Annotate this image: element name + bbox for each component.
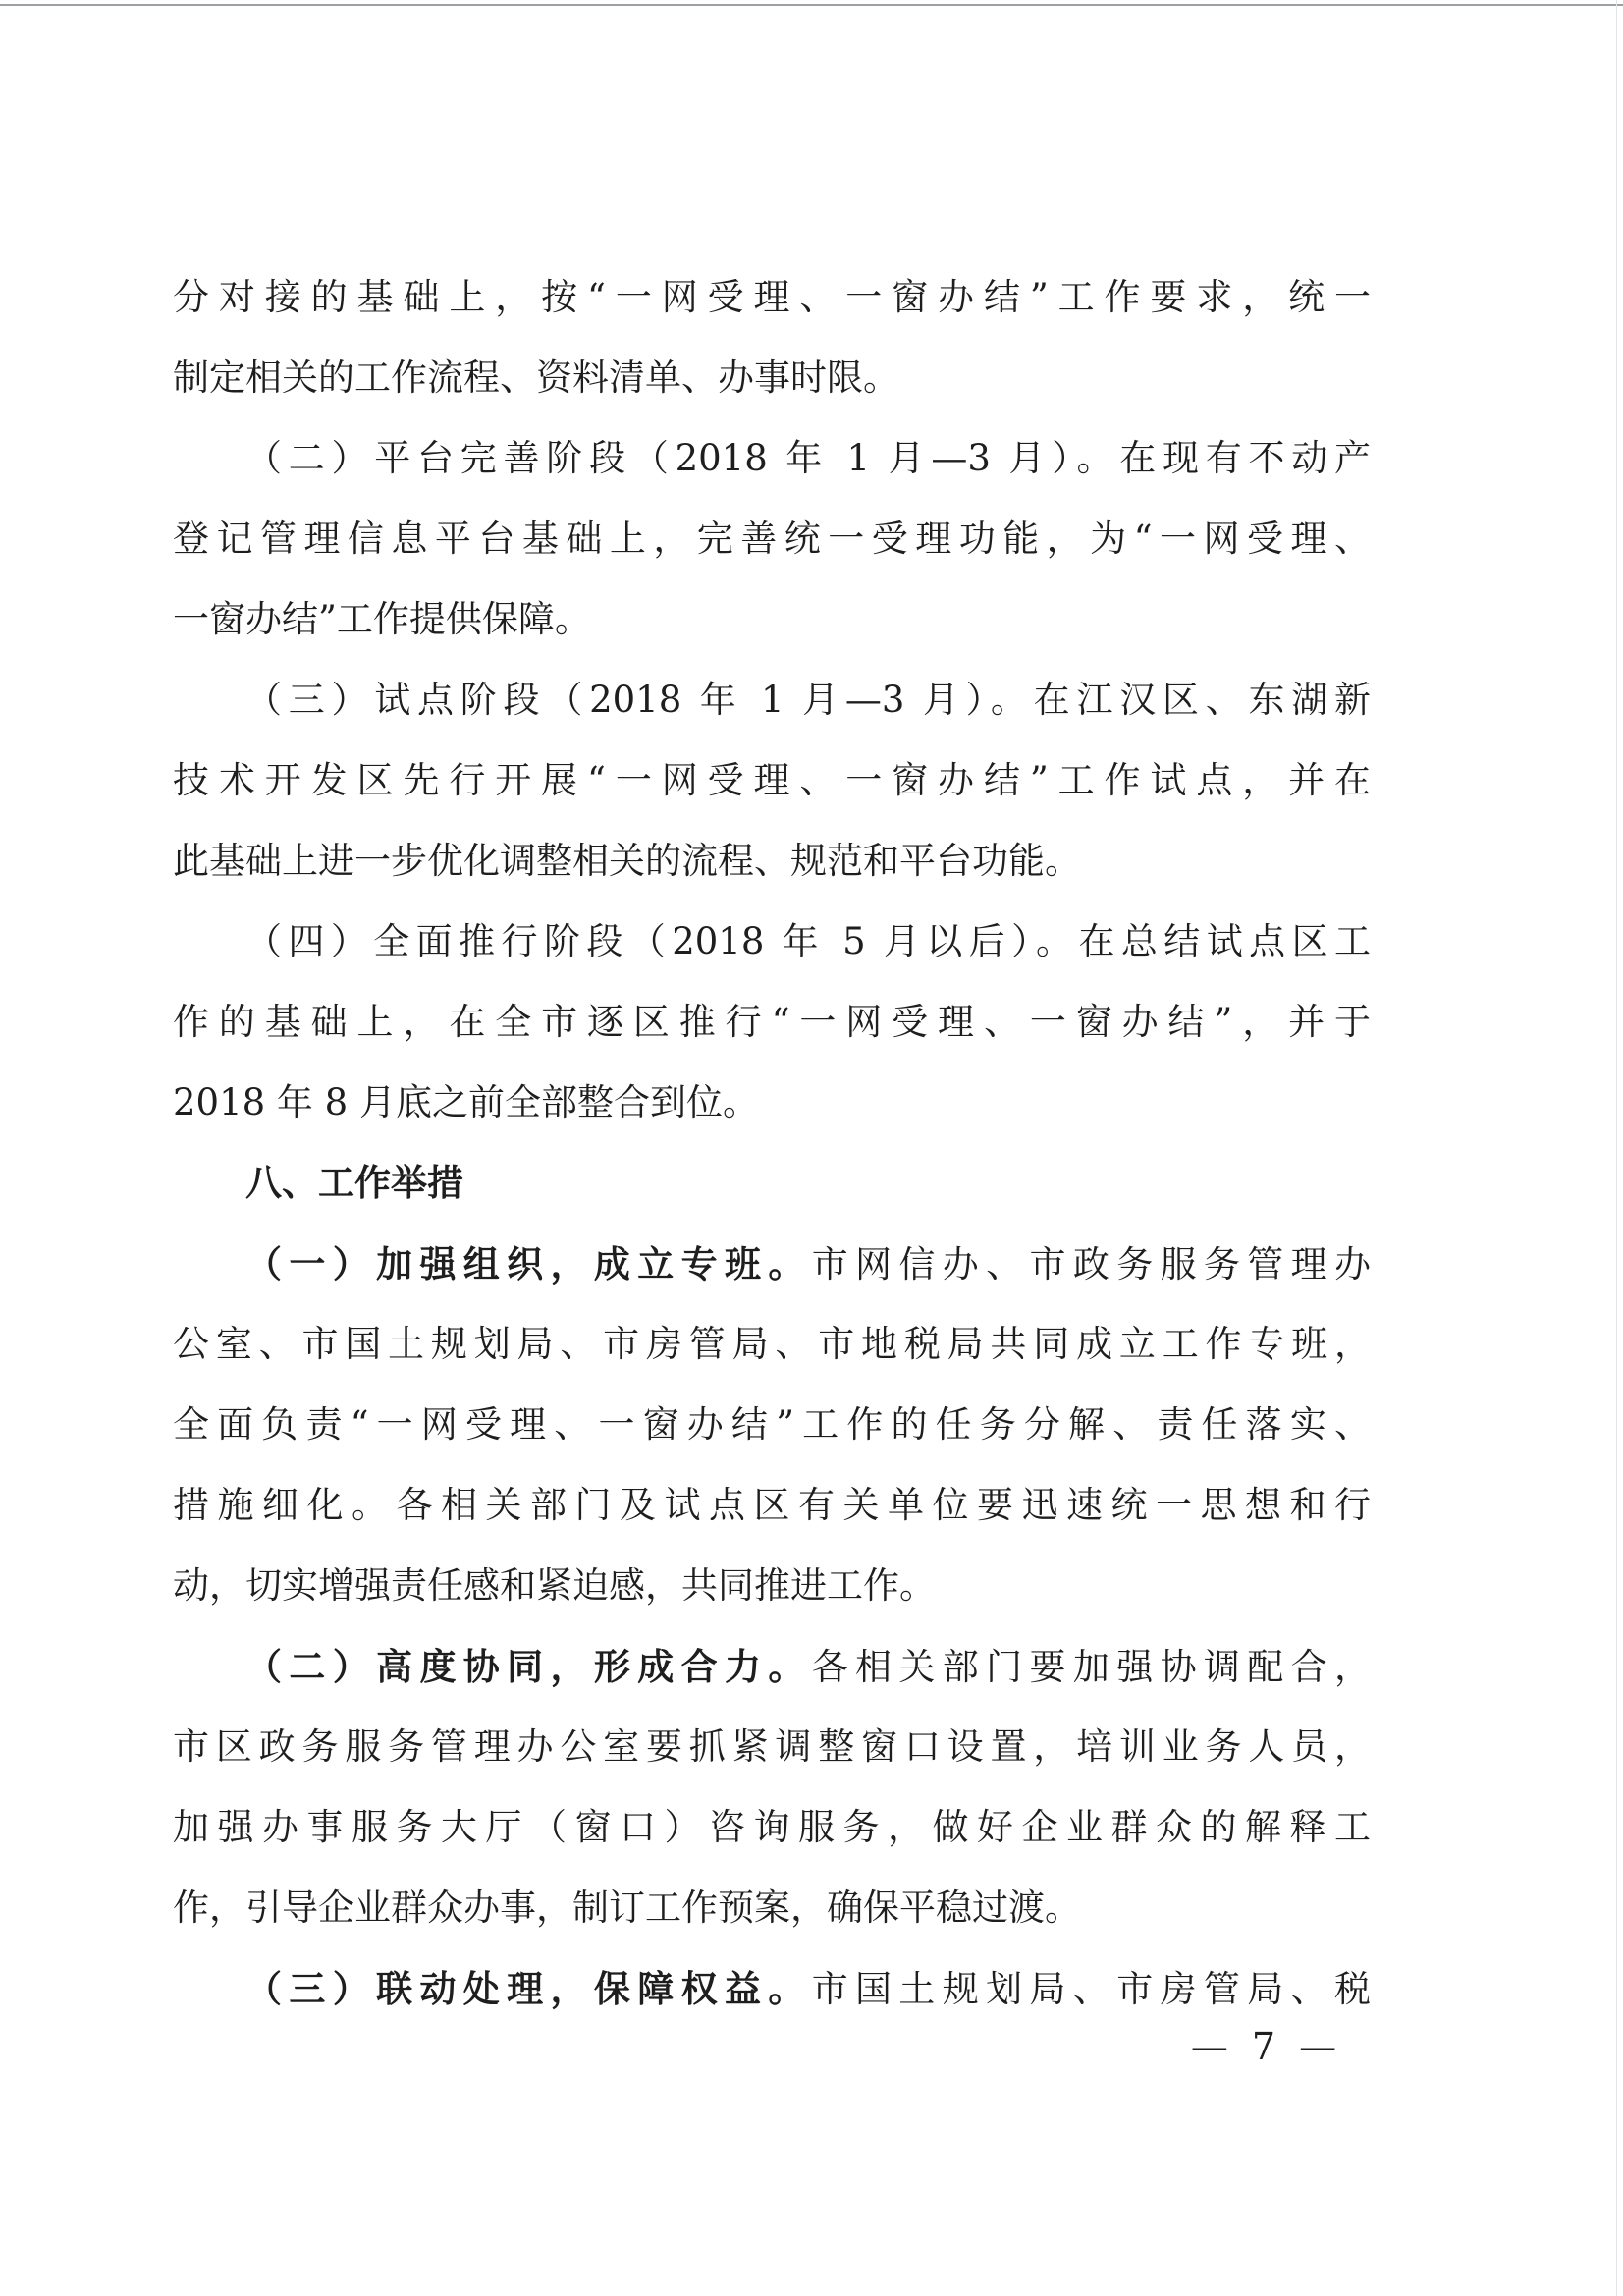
text-line: 一窗办结”工作提供保障。 bbox=[173, 598, 591, 640]
subheading-line bbox=[173, 418, 1371, 499]
text-run: （2018 年 1 月—3 月）。在现有不动产 bbox=[631, 437, 1371, 479]
text-line: 作的基础上，在全市逐区推行“一网受理、一窗办结”，并于 bbox=[173, 1001, 1371, 1043]
text-line: 制定相关的工作流程、资料清单、办事时限。 bbox=[173, 356, 899, 399]
text-line: 全面负责“一网受理、一窗办结”工作的任务分解、责任落实、 bbox=[173, 1403, 1371, 1446]
subheading-line bbox=[173, 902, 1371, 982]
text-line: 加强办事服务大厅（窗口）咨询服务，做好企业群众的解释工 bbox=[173, 1806, 1371, 1848]
subheading-measure: （三）联动处理，保障权益。 bbox=[245, 1967, 812, 2010]
subheading-measure: （一）加强组织，成立专班。 bbox=[245, 1242, 812, 1285]
text-line: 作，引导企业群众办事，制订工作预案，确保平稳过渡。 bbox=[173, 1886, 1081, 1929]
subheading-line bbox=[173, 660, 1371, 740]
subheading-line bbox=[173, 1948, 1371, 2029]
document-body bbox=[173, 257, 1371, 2029]
subheading-stage: （四）全面推行阶段 bbox=[245, 920, 629, 962]
text-line: 市区政务服务管理办公室要抓紧调整窗口设置，培训业务人员， bbox=[173, 1725, 1371, 1768]
subheading-measure: （二）高度协同，形成合力。 bbox=[245, 1645, 812, 1688]
scan-right-edge bbox=[1616, 0, 1617, 2296]
page-number: — 7 — bbox=[1190, 2025, 1343, 2068]
text-line: 措施细化。各相关部门及试点区有关单位要迅速统一思想和行 bbox=[173, 1484, 1371, 1526]
text-run: （2018 年 5 月以后）。在总结试点区工 bbox=[628, 920, 1371, 962]
subheading-stage: （三）试点阶段 bbox=[245, 679, 547, 721]
text-line: 分对接的基础上，按“一网受理、一窗办结”工作要求，统一 bbox=[173, 276, 1371, 318]
section-heading: 八、工作举措 bbox=[245, 1162, 463, 1204]
text-line: 此基础上进一步优化调整相关的流程、规范和平台功能。 bbox=[173, 840, 1081, 882]
subheading-line bbox=[173, 1626, 1371, 1707]
text-line: 技术开发区先行开展“一网受理、一窗办结”工作试点，并在 bbox=[173, 759, 1371, 801]
text-line: 动，切实增强责任感和紧迫感，共同推进工作。 bbox=[173, 1564, 936, 1607]
text-line: 登记管理信息平台基础上，完善统一受理功能，为“一网受理、 bbox=[173, 518, 1371, 560]
text-run: （2018 年 1 月—3 月）。在江汉区、东湖新 bbox=[546, 679, 1371, 721]
text-line: 2018 年 8 月底之前全部整合到位。 bbox=[173, 1081, 759, 1123]
text-line: 公室、市国土规划局、市房管局、市地税局共同成立工作专班， bbox=[173, 1323, 1371, 1365]
text-run: 各相关部门要加强协调配合， bbox=[811, 1646, 1371, 1688]
subheading-stage: （二）平台完善阶段 bbox=[245, 437, 632, 479]
text-run: 市网信办、市政务服务管理办 bbox=[811, 1243, 1371, 1285]
scan-top-edge bbox=[0, 4, 1623, 6]
subheading-line bbox=[173, 1224, 1371, 1304]
text-run: 市国土规划局、市房管局、税 bbox=[811, 1968, 1371, 2010]
